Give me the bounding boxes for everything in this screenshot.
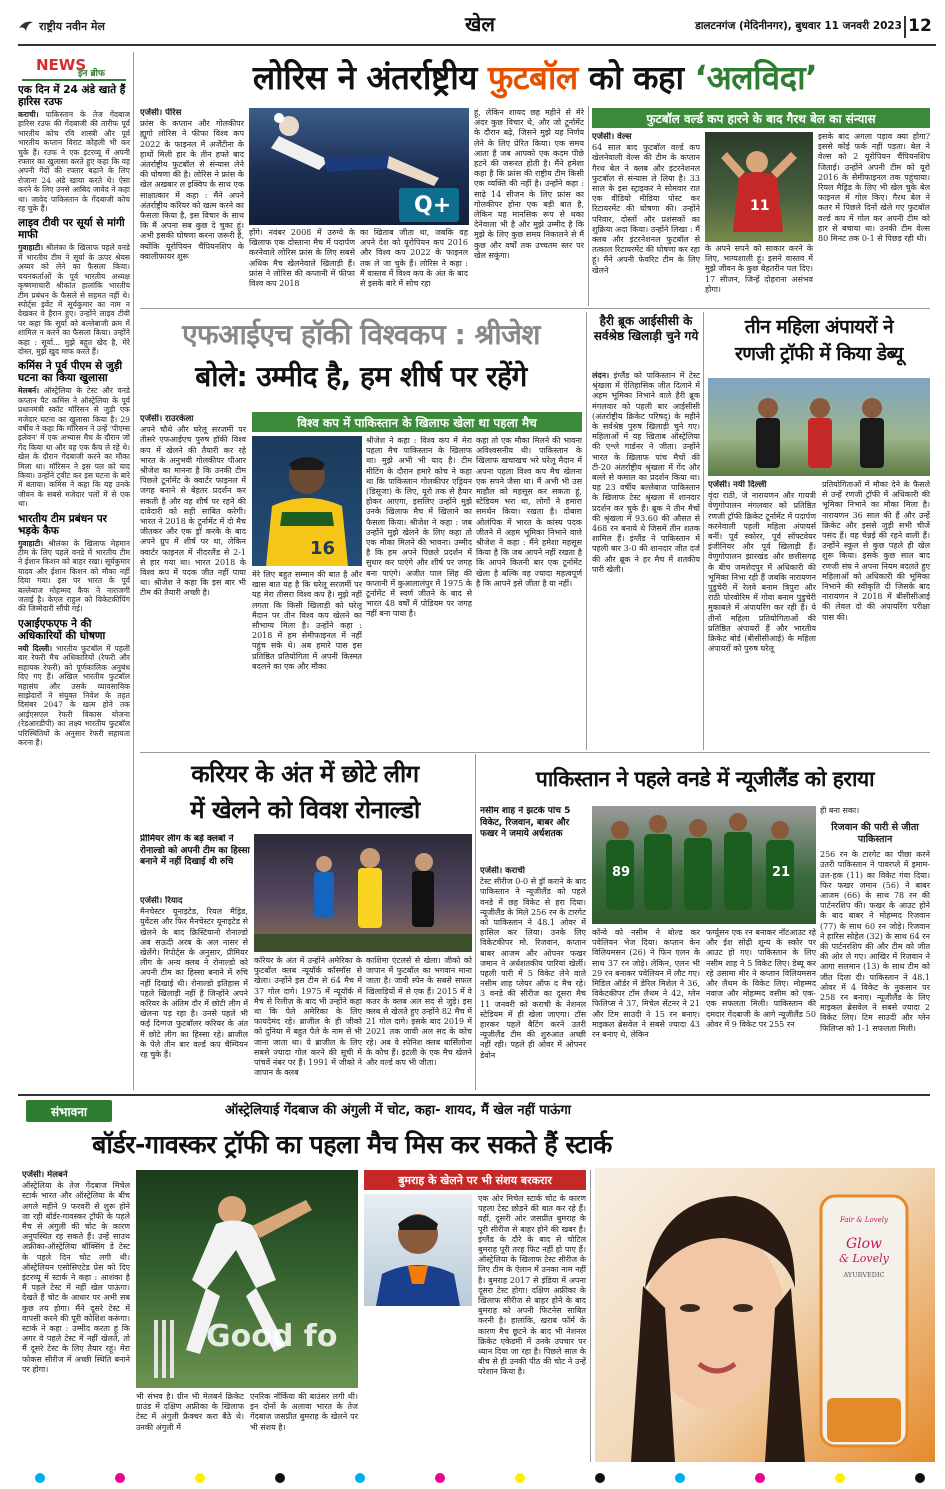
brief-item (18, 618, 130, 747)
ronaldo-col1: एजेंसी। रियाद मैनचेस्टर यूनाइटेड, रियल मैड्रिड, युवेंटस और फिर मैनचेस्टर यूनाइटेड से खेलने के बाद क्रिस्टियानो रोनाल्डो अब सऊदी अरब के अल नासर से खेलेंगे। रिपोर्ट्स के अनुसार, प्रीमियर लीग के अन्य क्लब ने रोनाल्डो को अपनी टीम का हिस्सा बनाने में रुचि नहीं दिखाई थी। रोनाल्डो इतिहास में पहले खिलाड़ी नहीं हैं जिन्होंने अपने करियर के अंतिम दौर में छोटी लीग में खेलना पड़ रहा है। उनसे पहले भी कई दिग्गज फुटबॉलर करियर के अंत में छोटे लीग का हिस्सा रहे। ब्राजील के पेले तीन बार वर्ल्ड कप चैम्पियन रह चुके हैं। (140, 896, 248, 1060)
masthead-rule (18, 44, 936, 46)
paper-name: राष्ट्रीय नवीन मेल (39, 20, 105, 33)
paper-logo (18, 16, 218, 36)
lloris-col2: होंगे। नवंबर 2008 में उरुग्वे के खिलाफ एक दोस्ताना मैच में पदार्पण करनेवाले लोरिस फ्रांस के लिए सबसे अधिक मैच खेलनेवाले खिलाड़ी हैं। फ्रांस ने लोरिस की कप्तानी में फीफा विश्व कप 2018 (249, 228, 355, 289)
starc-col2: भी संभव है। ग्रीन भी मेलबर्न क्रिकेट ग्राउंड में दक्षिण अफ्रीका के खिलाफ टेस्ट में अंगुली फ्रैक्चर करा बैठे थे। उनकी अंगुली में (136, 1392, 244, 1432)
brook-body: लंदन। इंग्लैंड को पाकिस्तान में टेस्ट श्रृंखला में ऐतिहासिक जीत दिलाने में अहम भूमिका निभाने वाले हैरी ब्रूक मंगलवार को पहली बार आईसीसी (अंतर्राष्ट्रीय क्रिकेट परिषद्) के महीने के सर्वश्रेष्ठ पुरुष खिलाड़ी चुने गए। महिलाओं में यह खिताब ऑस्ट्रेलिया की एश्ले गार्डनर ने जीता। उन्होंने भारत के खिलाफ पांच मैचों की टी-20 अंतर्राष्ट्रीय श्रृंखला में गेंद और बल्ले से कमाल का प्रदर्शन किया था। यह 23 वर्षीय बल्लेबाज पाकिस्तान के खिलाफ टेस्ट श्रृंखला में शानदार प्रदर्शन कर चुके हैं। ब्रूक ने तीन मैचों की श्रृंखला में 93.60 की औसत से 468 रन बनाये थे जिसमें तीन शतक शामिल हैं। इंग्लैंड ने पाकिस्तान में पहली बार 3-0 की शानदार जीत दर्ज की और ब्रूक ने हर मैच में शतकीय पारी खेली। (592, 370, 700, 574)
ronaldo-col2: करियर के अंत में उन्होंने अमेरिका के फुटबॉल क्लब न्यूयॉर्क कॉस्मॉस से खेला। उन्होंने इस टीम से 64 मैच में 37 गोल दागे। 1975 में न्यूयॉर्क में मैच से रिलीज़ के बाद भी उन्होंने कहा था कि पेले अमेरिका के लिए फायदेमंद रहे। ब्राजील के ही जीको को दुनिया में बहुत पैले के नाम से भी जाना जाता था। ये ब्राजील के लिए सबसे ज्यादा गोल करने की सूची में पांचवें नंबर पर हैं। 1991 में जीको ने जापान के क्लब (254, 956, 362, 1078)
bale-photo (705, 132, 813, 242)
sreejesh-photo (252, 436, 362, 566)
umpires-photo (708, 378, 930, 476)
lloris-goalkeeper-photo (249, 108, 469, 225)
svg-text:Q+: Q+ (414, 193, 452, 218)
svg-text:11: 11 (750, 198, 770, 214)
pak-nz-subhead: नसीम शाह ने झटके पांच 5 विकेट, रिजवान, बाबर और फखर ने जमाये अर्धशतक (480, 806, 571, 839)
lloris-col1: एजेंसी। पेरिस फ्रांस के कप्तान और गोलकीपर ह्यूगो लोरिस ने फीफा विश्व कप 2022 के फाइनल में अर्जेंटीना के हाथों मिली हार के तीन हफ्ते बाद अंतर्राष्ट्रीय फुटबॉल से संन्यास लेने की घोषणा की है। लोरिस ने फ्रांस के खेल अखबार ल इक्विप के साथ एक साक्षात्कार में कहा : मैंने अपने अंतर्राष्ट्रीय करियर को खत्म करने का फैसला किया है, इस विचार के साथ कि मैं अपना सब कुछ दे चुका हूं। अभी इसकी घोषणा करना जरूरी है, क्योंकि यूरोपियन चैंपियनशिप के क्वालीफायर शुरू (140, 108, 244, 261)
bird-icon (18, 17, 34, 36)
pak-nz-subhead-2: रिजवान की पारी से जीता पाकिस्तान (831, 822, 919, 846)
sreejesh-col3: श्रीजेश ने कहा : विश्व कप में मेरा पहला मैच पाकिस्तान के खिलाफ था। मुझे अभी भी याद है। टीम मीटिंग के दौरान हमारे कोच ने कहा था कि पाकिस्तान गोलकीपर एड्रियन (डिसूजा) के लिए, यूरो तक से हैयार होकर आएगा, इसलिए उन्होंने मुझे उनके खिलाफ मैच में खिलाने का फैसला किया। श्रीजेश ने कहा : जब उन्होंने मुझे खेलने के लिए कहा तो एक मौका मिलने की भावना। उम्मीद है कि हम अपने पिछले प्रदर्शन में सुधार कर पाएंगे और शीर्ष पर जगह बना पाएंगे। अजीत पाल सिंह की कप्तानी में कुआलालंपुर में 1975 के टूर्नामेंट में स्वर्ण जीतने के बाद से भारत 48 वर्षों में पोडियम पर जगह नहीं बना पाया है। (366, 436, 472, 619)
sreejesh-headline: एफआईएच हॉकी विश्वकप : श्रीजेश बोले: उम्मीद है, हम शीर्ष पर रहेंगे (182, 318, 540, 393)
svg-text:16: 16 (310, 538, 336, 559)
lloris-headline: लोरिस ने अंतर्राष्ट्रीय फुटबॉल को कहा ‘अलविदा’ (252, 58, 818, 97)
sreejesh-col2: मेरे लिए बहुत सम्मान की बात है और खास बात यह है कि घरेलू सरजमीं पर यह मेरा तीसरा विश्व कप है। मुझे नहीं लगता कि किसी खिलाड़ी को घरेलू मैदान पर तीन विश्व कप खेलने का सौभाग्य मिला है। उन्होंने कहा : 2018 में हम सेमीफाइनल में नहीं पहुंच सके थे। अब हमारे पास इस प्रतिष्ठित प्रतियोगिता में अपनी किस्मत बदलने का एक और मौका (252, 570, 362, 671)
brief-item-place: नयी दिल्ली। (18, 643, 53, 653)
svg-text:Good fo: Good fo (206, 1319, 338, 1354)
starc-label: संभावना (26, 1100, 112, 1122)
brief-item-title: कमिंस ने पूर्व पीएम से जुड़ी घटना का किया खुलासा (18, 360, 123, 385)
ronaldo-photo (254, 834, 472, 952)
pak-nz-col3: फर्ग्यूसन एक रन बनाकर नॉटआउट रहे और ईश सोढ़ी शून्य के स्कोर पर आउट हो गए। पाकिस्तान के लिए नसीम शाह ने 5 विकेट लिए। डेब्यू कर रहे उसामा मीर ने कप्तान विलियमसन और लैथम के विकेट लिए। मोहम्मद नवाज और मोहम्मद वसीम को एक-एक सफलता मिली। पाकिस्तान की दमदार गेंदबाजी के आगे न्यूजीलैंड 50 ओवर में 9 विकेट पर 255 रन (706, 928, 816, 1029)
starc-col3: एनरिक नॉर्किया की बाउंसर लगी थी। इन दोनों के अलावा भारत के तेज गेंदबाज जसप्रीत बुमराह के खेलने पर भी संशय है। (250, 1392, 358, 1432)
pak-nz-headline: पाकिस्तान ने पहले वनडे में न्यूजीलैंड को हराया (535, 767, 875, 791)
brief-item-title: एक दिन में 24 अंडे खाते हैं हारिस रउफ (18, 84, 126, 108)
bale-kicker: फुटबॉल वर्ल्ड कप हारने के बाद गैरथ बेल का संन्यास (592, 108, 930, 128)
brief-item-place: गुवाहाटी। (18, 538, 44, 548)
sreejesh-col4: कहा तो एक मौका मिलने की भावना अविश्वसनीय थी। पाकिस्तान के खिलाफ खचाखच भरे घरेलू मैदान में अपना पहला विश्व कप मैच खेलना एक सपने जैसा था। मैं अभी भी उस माहौल को महसूस कर सकता हूं, स्टेडियम भरा था, लोगों ने हमारा समर्थन किया। रखता है। दोबारा ओलंपिक में भारत के कांस्य पदक जीतने में अहम भूमिका निभाने वाले श्रीजेश ने कहा : मैंने हमेशा महसूस किया है कि जब आपने नहीं रखता है कि आपने कितनी बार एक टूर्नामेंट खेला है बल्कि वह ज्यादा महत्वपूर्ण है कि आपने इसे जीता है या नहीं। (476, 436, 582, 588)
svg-text:21: 21 (772, 865, 791, 880)
bale-col2: के अपने सपने को साकार करने के लिए, भाग्यशाली हूं। इसने वास्तव में मुझे जीवन के कुछ बेहतरीन पल दिए। 17 सीजन, जिन्हें दोहराना असंभव होगा। (705, 244, 813, 294)
news-brief-header (18, 52, 130, 80)
ronaldo-subhead: प्रीमियर लीग के बड़े क्लबों ने रोनाल्डो को अपनी टीम का हिस्सा बनाने में नहीं दिखाई थी रुचि (140, 834, 250, 867)
lloris-col4: हूं, लेकिन शायद छह महीने से मेरे अंदर कुछ विचार थे, और जो टूर्नामेंट के दौरान बढ़े, जिसने मुझे यह निर्णय लेने के लिए प्रेरित किया। एक समय आता है जब आपको एक कदम पीछे हटने की जरूरत होती है। मैंने हमेशा कहा है कि फ्रांस की राष्ट्रीय टीम किसी एक व्यक्ति की नहीं है। उन्होंने कहा : साढ़े 14 सीजन के लिए फ्रांस का गोलकीपर होना एक बड़ी बात है, लेकिन यह मानसिक रूप से थका देनेवाला भी है और मुझे उम्मीद है कि मुझे के लिए कुछ समय निकालने से मैं कुछ और वर्षों तक उच्चतम स्तर पर खेल सकूंगा। (474, 108, 584, 260)
brief-item-place: मेलबर्न। (18, 386, 40, 396)
brief-label: इन ब्रीफ (78, 69, 105, 79)
ronaldo-headline: करियर के अंत में छोटे लीग में खेलने को विवश रोनाल्डो (190, 760, 420, 824)
section-title: खेल (465, 12, 495, 36)
bumrah-photo (364, 1194, 472, 1306)
brief-item-text: पाकिस्तान के तेज गेंदबाज हारिस रउफ की गेंदबाजी की तारीफ पूर्व भारतीय कोच रवि शास्त्री और पूर्व भारतीय कप्तान विराट कोहली भी कर चुके हैं। रउफ ने एक इंटरव्यू में अपनी रफ्तार का खुलासा करते हुए कहा कि वह अपनी गेंदों की रफ्तार बढ़ाने के लिए रोजाना 24 अंडे खाया करते थे। ऐसा करने के लिए उनसे आबिद जावेद ने कहा था। जावेद पाकिस्तान के गेंदबाजी कोच रह चुके हैं। (18, 110, 130, 214)
page-number: 12 (904, 16, 934, 38)
starc-kicker: ऑस्ट्रेलियाई गेंदबाज की अंगुली में चोट, कहा- शायद, मैं खेल नहीं पाऊंगा (224, 1103, 572, 1118)
pak-team-photo (592, 806, 816, 924)
bumrah-kicker: बुमराह के खेलने पर भी संशय बरकरार (364, 1170, 586, 1190)
starc-headline: बॉर्डर-गावस्कर ट्रॉफी का पहला मैच मिस कर सकते हैं स्टार्क (92, 1130, 612, 1159)
brief-item (18, 513, 130, 614)
sreejesh-kicker: विश्व कप में पाकिस्तान के खिलाफ खेला था पहला मैच (252, 412, 582, 432)
pak-nz-col2: कॉन्वे को नसीम ने बोल्ड कर पवेलियन भेज दिया। कप्तान केन विलियमसन (26) ने फिन एलन के साथ 37 रन जोड़े। लेकिन, एलन भी 29 रन बनाकर पवेलियन में लौट गए। मिडिल ऑर्डर में डेरिल मिशेल ने 36, विकेटकीपर टॉम लैथम ने 42, ग्लेन फिलिप्स ने 37, मिचेल सेंटनर ने 21 और टिम साउदी ने 15 रन बनाए। माइकल ब्रेसवेल ने सबसे ज्यादा 43 रन बनाए थे, लेकिन (592, 928, 700, 1040)
cosmetic-advertisement (595, 1168, 935, 1462)
umpires-headline: तीन महिला अंपायरों ने रणजी ट्रॉफी में किया डेब्यू (735, 316, 903, 365)
brief-item-text: श्रीलंका के खिलाफ मेहमान टीम के लिए पहले वनडे में भारतीय टीम ने ईशान किशन को बाहर रखा। सूर्यकुमार यादव और ईशान किशन को मौका नहीं दिया गया। इस पर भारत के पूर्व बल्लेबाज मोहम्मद कैफ ने नाराजगी जताई है। केएल राहुल को विकेटकीपिंग की जिम्मेदारी सौंपी गई। (18, 538, 130, 614)
sidebar-divider (133, 52, 134, 1090)
page-dateline: डालटनगंज (मेदिनीनगर), बुधवार 11 जनवरी 2023 (695, 20, 902, 32)
brief-item-place: गुवाहाटी। (18, 243, 44, 253)
brief-item (18, 217, 130, 356)
print-registration-strip (30, 1472, 930, 1484)
lloris-col3: का खिताब जीता था, जबकि वह अपने देश को यूरोपियन कप 2016 और विश्व कप 2022 के फाइनल तक ले जा चुके हैं। लोरिस ने कहा : मैं वास्तव में विश्व कप के अंत के बाद से इसके बारे में सोच रहा (360, 228, 468, 289)
brief-item (18, 84, 130, 213)
brief-item-title: लाइव टीवी पर सूर्या से मांगी माफी (18, 217, 125, 242)
news-underline (22, 79, 126, 81)
umpires-col1: एजेंसी। नयी दिल्ली वृंदा राठी, जे नारायणन और गायत्री वेणुगोपालन मंगलवार को प्रतिष्ठित रणजी ट्रॉफी क्रिकेट टूर्नामेंट में पदार्पण करनेवाली पहली महिला अंपायर्स बनीं। पूर्व स्कोरर, पूर्व सॉफ्टवेयर इंजीनियर और पूर्व खिलाड़ी हैं। वेणुगोपालन झारखंड और छत्तीसगढ़ के बीच जमशेदपुर में अधिकारी की भूमिका निभा रही हैं जबकि नारायणन पुडुचेरी में रेलवे बनाम त्रिपुरा और राठी पोरवोरिम में गोवा बनाम पुडुचेरी मुकाबले में अंपायरिंग कर रही हैं। ये तीनों महिला प्रतियोगिताओं की प्रतिष्ठित अंपायरों हैं और भारतीय क्रिकेट बोर्ड (बीसीसीआई) के महिला अंपायरों को पुरुष घरेलू (708, 480, 816, 654)
ad-product-text: Fair & Lovely Glow & Lovely AYURVEDIC (839, 1216, 889, 1279)
brief-item-title: एआईएफएफ ने की अधिकारियों की घोषणा (18, 617, 106, 642)
brief-item-text: श्रीलंका के खिलाफ पहले वनडे में भारतीय टीम ने सूर्या के ऊपर श्रेयस अय्यर को लेने का फैसला किया। चयनकर्ताओं के पूर्व भारतीय अध्यक्ष कृष्णमाचारी श्रीकांत हालांकि भारतीय टीम प्रबंधन के फैसले से सहमत नहीं थे। स्पोर्ट्स इवेंट में सूर्यकुमार का नाम न देखकर वे हैरान हुए। उन्होंने लाइव टीवी पर कहा कि सूर्या को बल्लेबाजी क्रम में शामिल न करने का फैसला किया। उन्होंने कहा : सूर्या... मुझे बहुत खेद है, मेरे दोस्त, मुझे खुद माफ करते हैं। (18, 243, 130, 356)
bumrah-body: एक ओर मिचेल स्टार्क चोट के कारण पहला टेस्ट छोड़ने की बात कर रहे हैं। वहीं, दूसरी ओर जसप्रीत बुमराह के पूरी सीरीज से बाहर होने की खबर है। इंग्लैंड के दौरे के बाद से चोटिल बुमराह पूरी तरह फिट नहीं हो पाए हैं। ऑस्ट्रेलिया के खिलाफ टेस्ट सीरीज के लिए टीम के ऐलान में उनका नाम नहीं है। बुमराह 2017 से इंडिया में अपना दूसरा टेस्ट होगा। दक्षिण अफ्रीका के खिलाफ सीरीज से बाहर होने के बाद बुमराह को अपनी फिटनेस साबित करनी है। हालांकि, खराब फॉर्म के कारण मैच छूटने के बाद भी नेशनल क्रिकेट एकेडमी में उनके उपचार पर ध्यान दिया जा रहा है। पिछले साल के बीच से ही उनकी पीठ की चोट ने उन्हें परेशान किया है। (478, 1194, 586, 1377)
pak-nz-col1: एजेंसी। कराची टेस्ट सीरीज 0-0 से ड्रॉ कराने के बाद पाकिस्तान ने न्यूजीलैंड को पहले वनडे में छह विकेट से हरा दिया। न्यूजीलैंड के मिले 256 रन के टारगेट को पाकिस्तान ने 48.1 ओवर में हासिल कर लिया। उनके लिए विकेटकीपर मो. रिजवान, कप्तान बाबर आजम और ओपनर फखर जमान ने अर्धशतकीय पारियां खेलीं। पहली पारी में 5 विकेट लेने वाले नसीम शाह प्लेयर ऑफ द मैच रहे। 3 वनडे की सीरीज का दूसरा मैच 11 जनवरी को कराची के नेशनल स्टेडियम में ही खेला जाएगा। टॉस हारकर पहले बैटिंग करने उतरी न्यूजीलैंड टीम की शुरुआत अच्छी नहीं रही। पहले ही ओवर में ओपनर डेवोन (480, 866, 586, 1060)
brook-headline: हैरी ब्रूक आईसीसी के सर्वश्रेष्ठ खिलाड़ी चुने गये (593, 314, 699, 343)
bale-col3: इसके बाद अगला पड़ाव क्या होगा? इससे कोई फर्क नहीं पड़ता। बेल ने वेल्स को 2 यूरोपियन चैंपियनशिप जिताई। उन्होंने अपनी टीम को यूरो 2016 के सेमीफाइनल तक पहुंचाया। रियल मैड्रिड के लिए भी खेल चुके बेल फाइनल में गोल किए। गैरथ बेल ने कतर में पिछले दिनों खेले गए फुटबॉल वर्ल्ड कप में गोल कर अपनी टीम को हार से बचाया था। उनकी टीम वेल्स 80 मिनट तक 0-1 से पिछड़ रही थी। (818, 132, 930, 244)
pak-nz-col4: ही बना सका। रिजवान की पारी से जीता पाकिस्तान 256 रन के टारगेट का पीछा करने उतरी पाकिस्तान ने पावरप्ले में इमाम-उल-हक (11) का विकेट गंवा दिया। फिर फखर जमान (56) ने बाबर आजम (66) के साथ 78 रन की पार्टनरशिप की। फखर के आउट होने के बाद बाबर ने मोहम्मद रिजवान (77) के साथ 60 रन जोड़े। रिजवान ने हारिस सोहेल (32) के साथ 64 रन की पार्टनरशिप की और टीम को जीत की ओर ले गए। आखिर में रिजवान ने आगा सलमान (13) के साथ टीम को जीत दिला दी। पाकिस्तान ने 48.1 ओवर में 4 विकेट के नुकसान पर 258 रन बनाए। न्यूजीलैंड के लिए माइकल ब्रेसवेल ने सबसे ज्यादा 2 विकेट लिए। टिम साउदी और ग्लेन फिलिप्स को 1-1 सफलता मिली। (820, 806, 930, 1033)
brief-item-title: भारतीय टीम प्रबंधन पर भड़के कैफ (18, 512, 107, 537)
starc-bowling-photo (136, 1170, 358, 1388)
news-brief-sidebar (18, 52, 130, 1090)
news-label: NEWS (36, 56, 87, 74)
umpires-col2: प्रतियोगिताओं में मौका देने के फैसले से उन्हें रणजी ट्रॉफी में अधिकारी की भूमिका निभाने का मौका मिला है। नारायणन 36 साल की हैं और उन्हें क्रिकेट और इससे जुड़ी सभी चीजें पसंद हैं। वह चेन्नई की रहने वाली हैं। उन्होंने स्कूल से कुछ पहले ही खेल शुरू किया। इसके कुछ साल बाद रणजी संघ ने अपना नियम बदलते हुए महिलाओं को अधिकारी की भूमिका निभाने की स्वीकृति दी जिसके बाद नारायणन ने 2018 में बीसीसीआई की लेवल दो की अंपायरिंग परीक्षा पास की। (822, 480, 930, 622)
ronaldo-col3: काशिमा एंटलर्स से खेला। जीको को जापान में फुटबॉल का भगवान माना जाता है। जावी स्पेन के सबसे सफल खिलाड़ियों में से एक हैं। 2015 में वे कतर के क्लब अल सद से जुड़े। इस क्लब से खेलते हुए उन्होंने 82 मैच में 21 गोल दागे। इसके बाद 2019 में 2021 तक जावी अल सद के कोच रहे। अब वे स्पेनिश क्लब बार्सिलोना के कोच हैं। इटली के एक मैच खेलने और वर्ल्ड कप भी जीता। (366, 956, 472, 1068)
brief-item-text: भारतीय फुटबॉल में पहली बार रेफरी मैच अधिकारियों (रेफरी और सहायक रेफरी) को पूर्णकालिक अनुबंध दिए गए हैं। अखिल भारतीय फुटबॉल महासंघ और उसके व्यावसायिक साझेदारों ने संयुक्त निवेश के तहत दिसंबर 2047 के खत्म होने तक आईएसएल रेफरी विकास योजना (रेडआरडीपी) का लक्ष्य भारतीय फुटबॉल परिस्थितियों के अनुसार रेफरी सहायता करना है। (18, 643, 130, 747)
brief-item-text: ऑस्ट्रेलिया के टेस्ट और वनडे कप्तान पैट कमिंस ने ऑस्ट्रेलिया के पूर्व प्रधानमंत्री स्कॉट मॉरिसन से जुड़ी एक मजेदार घटना का खुलासा किया है। 29 वर्षीय ने कहा कि मॉरिसन ने उन्हें 'पीएम्स इलेवन' में एक अभ्यास मैच के दौरान जो गेंद किया था और वह एक कैच ले रहे थे। खेल के दौरान गेंदबाजी करने का मौका मिला था। मॉरिसन ने इस पल को याद किया। उन्होंने ट्वीट कर इस घटना के बारे में बताया। कमिंस ने कहा कि यह उनके जीवन के सबसे मजेदार पलों में से एक था। (18, 386, 130, 509)
svg-text:89: 89 (612, 865, 631, 880)
masthead (0, 0, 945, 46)
sreejesh-col1: एजेंसी। राउरकेला अपने चौथे और घरेलू सरजमीं पर तीसरे एफआईएच पुरुष हॉकी विश्व कप में खेलने की तैयारी कर रहे भारत के अनुभवी गोलकीपर पीआर श्रीजेश का मानना है कि उनकी टीम पिछले टूर्नामेंट के क्वार्टर फाइनल में जगह बनाने से बेहतर प्रदर्शन कर सकती है और वह शीर्ष पर रहने की दावेदारी को सही साबित करेगी। भारत ने 2018 के टूर्नामेंट में दो मैच जीतकर और एक ड्रॉ करके के बाद अपने ग्रुप में शीर्ष पर था, लेकिन क्वार्टर फाइनल में नीदरलैंड से 2-1 से हार गया था। भारत 2018 के विश्व कप में पदक जीत नहीं पाया था। श्रीजेश ने कहा कि इस बार भी टीम की तैयारी अच्छी है। (140, 414, 246, 598)
bale-col1: एजेंसी। वेल्स 64 साल बाद फुटबॉल वर्ल्ड कप खेलनेवाली वेल्स की टीम के कप्तान गैरथ बेल ने क्लब और इंटरनेशनल फुटबॉल से संन्यास ले लिया है। 33 साल के इस स्ट्राइकर ने सोमवार रात एक वीडियो मीडिया पोस्ट कर रिटायरमेंट की घोषणा की। उन्होंने परिवार, दोस्तों और प्रशंसकों का शुक्रिया अदा किया। उन्होंने लिखा : मैं क्लब और इंटरनेशनल फुटबॉल से तत्काल रिटायरमेंट की घोषणा कर रहा हूं। मैंने अपनी फेवरिट टीम के लिए खेलने (592, 132, 700, 275)
brief-item-place: कराची। (18, 110, 39, 119)
starc-col1: एजेंसी। मेलबर्न ऑस्ट्रेलिया के तेज गेंदबाज मिचेल स्टार्क भारत और ऑस्ट्रेलिया के बीच अगले महीने 9 फरवरी से शुरू होने जा रही बॉर्डर-गावस्कर ट्रॉफी के पहले मैच से अंगुली की चोट के कारण अनुपस्थित रह सकते हैं। उन्हें साउथ अफ्रीका-ऑस्ट्रेलिया बॉक्सिंग डे टेस्ट के पहले दिन चोट लगी थी। ऑस्ट्रेलियन एसोसिएटेड प्रेस को दिए इंटरव्यू में स्टार्क ने कहा : आशंका है मैं पहले टेस्ट में नहीं खेल पाऊंगा। देखते हैं चोट के आधार पर अभी सब कुछ तय होगा। मैंने दूसरे टेस्ट में वापसी करने की पूरी कोशिश करूंगा। स्टार्क ने कहा : उम्मीद करता हूं कि अगर वे पहले टेस्ट में नहीं खेलते, तो मैं दूसरे टेस्ट के लिए तैयार रहूं। मेरा फोकस सीरीज में अच्छी स्थिति बनाने पर होगा। (22, 1170, 130, 1374)
brief-item (18, 360, 130, 508)
